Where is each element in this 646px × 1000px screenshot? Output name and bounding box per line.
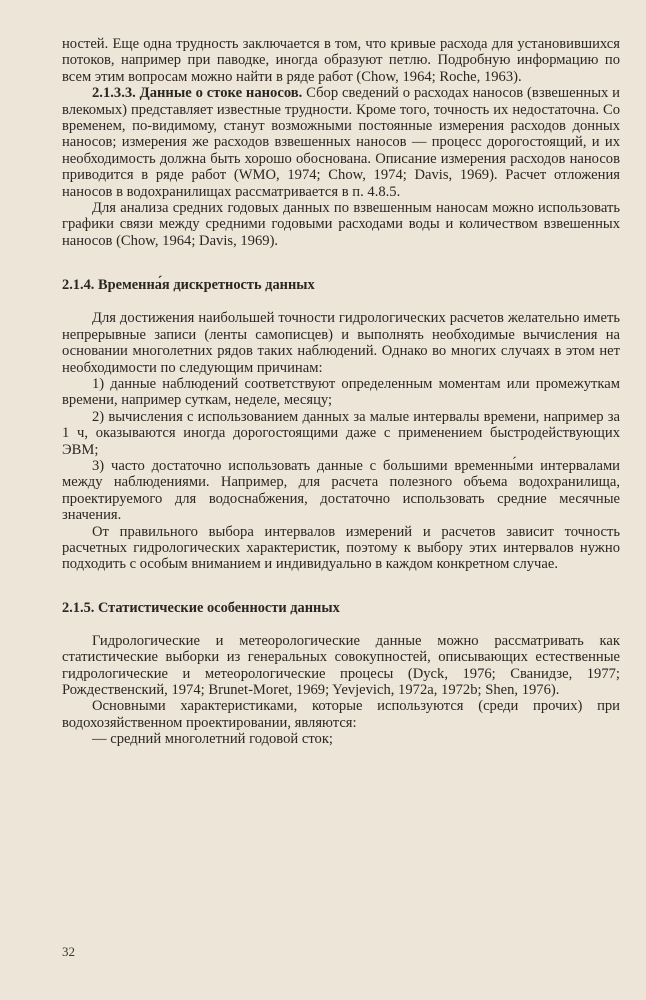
section-title-2-1-5: 2.1.5. Статистические особенности данных (62, 599, 340, 616)
list-item-mean-annual-runoff: — средний многолетний годовой сток; (92, 731, 333, 748)
paragraph-main-characteristics: Основными характеристиками, которые используются (среди прочих) при водохозяйственном проектировании, являются: (62, 698, 620, 731)
subsection-text-2-1-3-3: Сбор сведений о расходах наносов (взвешенных и влекомых) представляет известные трудности. Кроме того, точность их недостаточна. Со временем, по-видимому, станут возможными постоянные измерения расходов донных наносов; измерения же расходов взвешенных наносов — процесс дорогостоящий, и их необходимость должна быть хорошо обоснована. Описание измерения расходов наносов приводится в ряде работ (WMO, 1974; Chow, 1974; Davis, 1969). Расчет отложения наносов в водохранилищах рассматривается в п. 4.8.5. (62, 85, 620, 200)
section-title-2-1-4: 2.1.4. Временна́я дискретность данных (62, 277, 315, 294)
list-item-reason-2: 2) вычисления с использованием данных за малые интервалы времени, например за 1 ч, оказываются иногда дорогостоящими даже с применением быстродействующих ЭВМ; (62, 408, 620, 458)
list-item-reason-3: 3) часто достаточно использовать данные с большими временны́ми интервалами между наблюдениями. Например, для расчета полезного объема водохранилища, проектируемого для водоснабжения, достаточно использовать средние месячные значения. (62, 457, 620, 524)
paragraph-statistical-samples: Гидрологические и метеорологические данные можно рассматривать как статистические выборки из генеральных совокупностей, описывающих естественные гидрологические и метеорологические процесы (Dyck, 1976; Сванидзе, 1977; Рождественский, 1974; Brunet-Moret, 1969; Yevjevich, 1972a, 1972b; Shen, 1976). (62, 632, 620, 698)
paragraph-continuation: ностей. Еще одна трудность заключается в том, что кривые расхода для установившихся потоков, например при паводке, иногда образуют петлю. Подробную информацию по всем этим вопросам можно найти в ряде работ (Chow, 1964; Roche, 1963). (62, 36, 620, 85)
page-number: 32 (62, 944, 75, 959)
subsection-title-2-1-3-3: 2.1.3.3. Данные о стоке наносов. (92, 85, 303, 102)
paragraph-suspended-sediment: Для анализа средних годовых данных по взвешенным наносам можно использовать графики связи между средними годовыми расходами воды и количеством взвешенных наносов (Chow, 1964; Davis, 1969). (62, 200, 620, 249)
paragraph-time-discreteness: Для достижения наибольшей точности гидрологических расчетов желательно иметь непрерывные записи (ленты самописцев) и выполнять необходимые вычисления на основании многолетних рядов таких наблюдений. Однако во многих случаях в этом нет необходимости по следующим причинам: (62, 310, 620, 376)
paragraph-interval-choice: От правильного выбора интервалов измерений и расчетов зависит точность расчетных гидрологических характеристик, поэтому к выбору этих интервалов нужно подходить с особым вниманием и индивидуально в каждом конкретном случае. (62, 523, 620, 573)
paragraph-sediment-data (62, 85, 620, 200)
list-item-reason-1: 1) данные наблюдений соответствуют определенным моментам или промежуткам времени, например суткам, неделе, месяцу; (62, 375, 620, 409)
